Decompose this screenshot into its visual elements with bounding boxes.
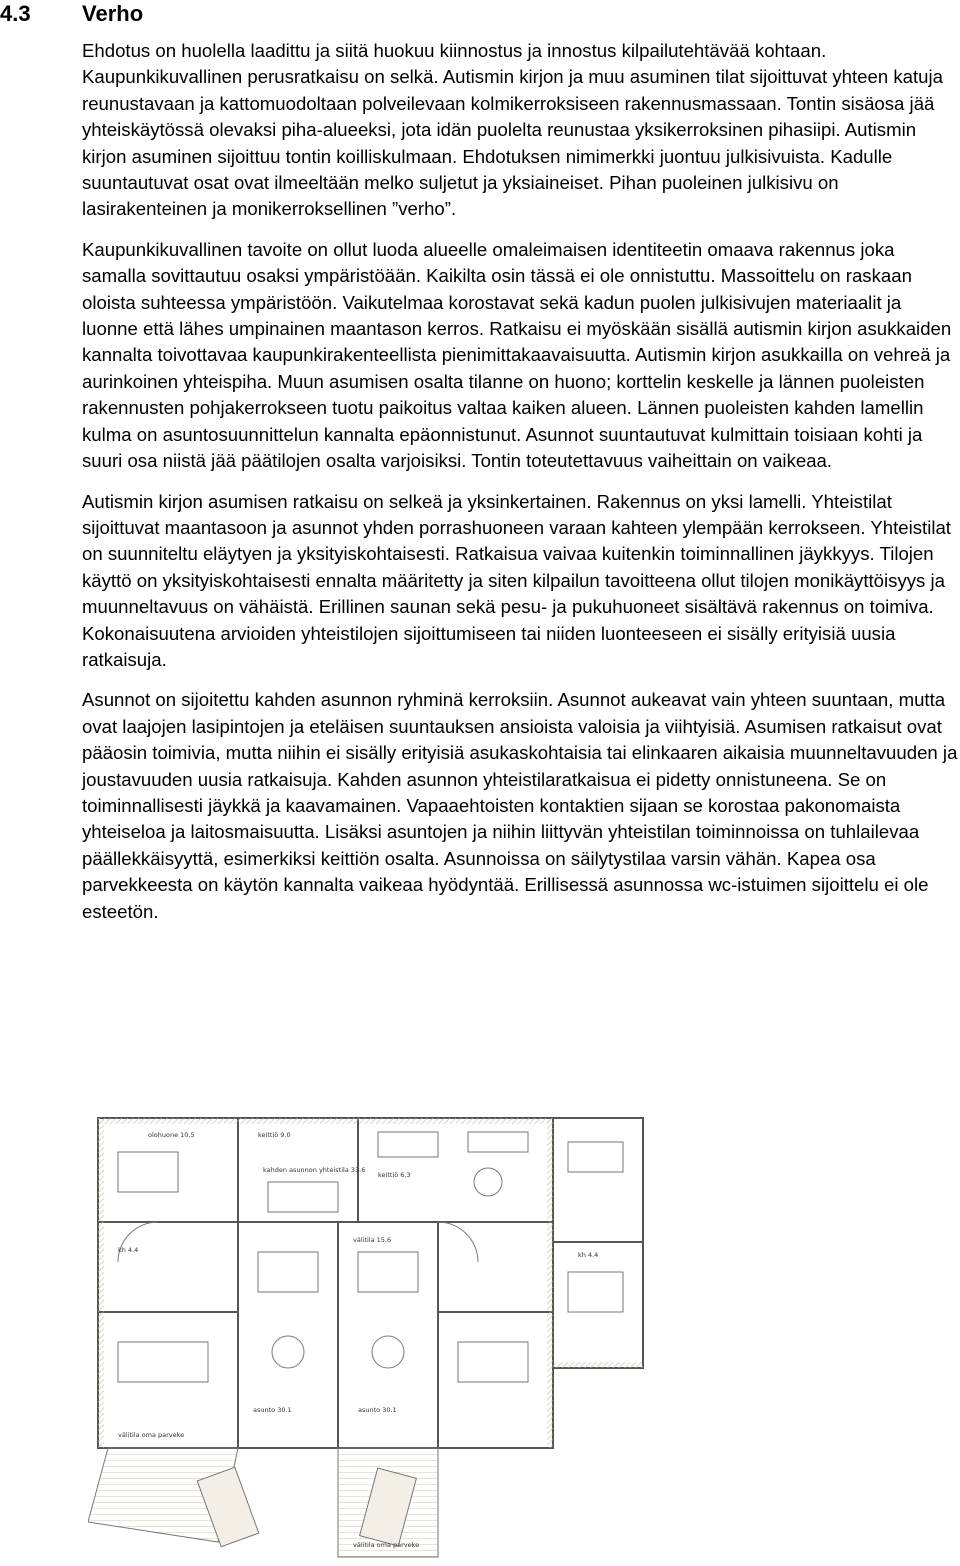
label-apartment-b: asunto 30.1 (358, 1406, 397, 1414)
label-kitchen-a: keittiö 9.0 (258, 1131, 291, 1139)
body-text (82, 38, 958, 939)
label-shared: kahden asunnon yhteistila 33.6 (263, 1166, 366, 1174)
plan-walls (98, 1118, 643, 1448)
paragraph-intro: Ehdotus on huolella laadittu ja siitä huokuu kiinnostus ja innostus kilpailutehtävää kohtaan. Kaupunkikuvallinen perusratkaisu on selkä. Autismin kirjon ja muu asuminen tilat sijoittuvat yhteen katuja reunustavaan ja kattomuodoltaan polveilevaan kolmikerroksiseen rakennusmassaan. Tontin sisäosa jää yhteiskäytössä olevaksi piha-alueeksi, jota idän puolelta reunustaa yksikerroksinen pihasiipi. Autismin kirjon asuminen sijoittuu tontin koilliskulmaan. Ehdotuksen nimimerkki juontuu julkisivuista. Kadulle suuntautuvat osat ovat ilmeeltään melko suljetut ja yksiaineiset. Pihan puoleinen julkisivu on lasirakenteinen ja monikerroksellinen ”verho”. (82, 40, 943, 220)
paragraph-apartments: Asunnot on sijoitettu kahden asunnon ryhminä kerroksiin. Asunnot aukeavat vain yhteen suuntaan, mutta ovat laajojen lasipintojen ja eteläisen suuntauksen ansioista valoisia ja viihtyisiä. Asumisen ratkaisut ovat pääosin toimivia, mutta niihin ei sisälly erityisiä asukaskohtaisia tai elinkaaren aikaisia muunneltavuuden ja joustavuuden uusia ratkaisuja. Kahden asunnon yhteistilaratkaisua ei pidetty onnistuneena. Se on toiminnallisesti jäykkä ja kaavamainen. Vapaaehtoisten kontaktien sijaan se korostaa pakonomaista yhteiseloa ja laitosmaisuutta. Lisäksi asuntojen ja niihin liittyvän yhteistilan toiminnoissa on tuhlailevaa päällekkäisyyttä, esimerkiksi keittiön osalta. Asunnoissa on säilytystilaa varsin vähän. Kapea osa parvekkeesta on käytön kannalta vaikeaa hyödyntää. Erillisessä asunnossa wc-istuimen sijoittelu ei ole esteetön. (82, 689, 958, 922)
label-wc-b: kh 4.4 (578, 1251, 599, 1259)
plan-wall-hatching (98, 1118, 643, 1448)
label-balcony-b: välitila oma parveke (353, 1541, 420, 1549)
label-living: olohuone 10.5 (148, 1131, 195, 1139)
label-apartment-a: asunto 30.1 (253, 1406, 292, 1414)
paragraph-autism-housing: Autismin kirjon asumisen ratkaisu on selkeä ja yksinkertainen. Rakennus on yksi lamelli. Yhteistilat sijoittuvat maantasoon ja asunnot yhden porrashuoneen varaan kahteen ylempään kerrokseen. Yhteistilat on suunniteltu eläytyen ja yksityiskohtaisesti. Ratkaisua vaivaa kuitenkin toiminnallinen jäykkyys. Tilojen käyttö on yksityiskohtaisesti ennalta määritetty ja siten kilpailun tavoitteena ollut tilojen monikäyttöisyys ja muunneltavuus on vähäistä. Erillinen saunan sekä pesu- ja pukuhuoneet sisältävä rakennus on toimiva. Kokonaisuutena arvioiden yhteistilojen sijoittumiseen tai niiden luonteeseen ei sisälly erityisiä uusia ratkaisuja. (82, 490, 951, 670)
section-title: Verho (82, 1, 144, 26)
paragraph-urban: Kaupunkikuvallinen tavoite on ollut luoda alueelle omaleimaisen identiteetin omaava rakennus joka samalla sovittautuu osaksi ympäristöään. Kaikilta osin tässä ei ole onnistuttu. Massoittelu on raskaan oloista suhteessa ympäristöön. Vaikutelmaa korostavat sekä kadun puolen julkisivujen materiaalit ja luonne että lähes umpinainen maantason kerros. Ratkaisu ei myöskään sisällä autismin kirjon asukkaiden kannalta toivottavaa kaupunkirakenteellista pienimittakaavaisuutta. Autismin kirjon asukkailla on vehreä ja aurinkoinen yhteispiha. Muun asumisen osalta tilanne on huono; korttelin keskelle ja lännen puoleisten rakennusten pohjakerrokseen tuotu paikoitus valtaa kaiken alueen. Lännen puoleisten kahden lamellin kulma on asuntosuunnittelun kannalta epäonnistunut. Asunnot suuntautuvat kulmittain toisiaan kohti ja suuri osa niistä jää päätilojen osalta varjoisiksi. Tontin toteutettavuus vaiheittain on vaikeaa. (82, 238, 952, 472)
section-number: 4.3 (0, 1, 31, 26)
label-wc-a: kh 4.4 (118, 1246, 139, 1254)
floor-plan-svg (88, 1112, 954, 1562)
floor-plan-drawing (88, 1112, 954, 1562)
label-balcony-a: välitila oma parveke (118, 1431, 185, 1439)
label-kitchen-b: keittiö 6.3 (378, 1171, 411, 1179)
section-heading (0, 0, 143, 28)
label-hall: välitila 15.6 (353, 1236, 392, 1244)
